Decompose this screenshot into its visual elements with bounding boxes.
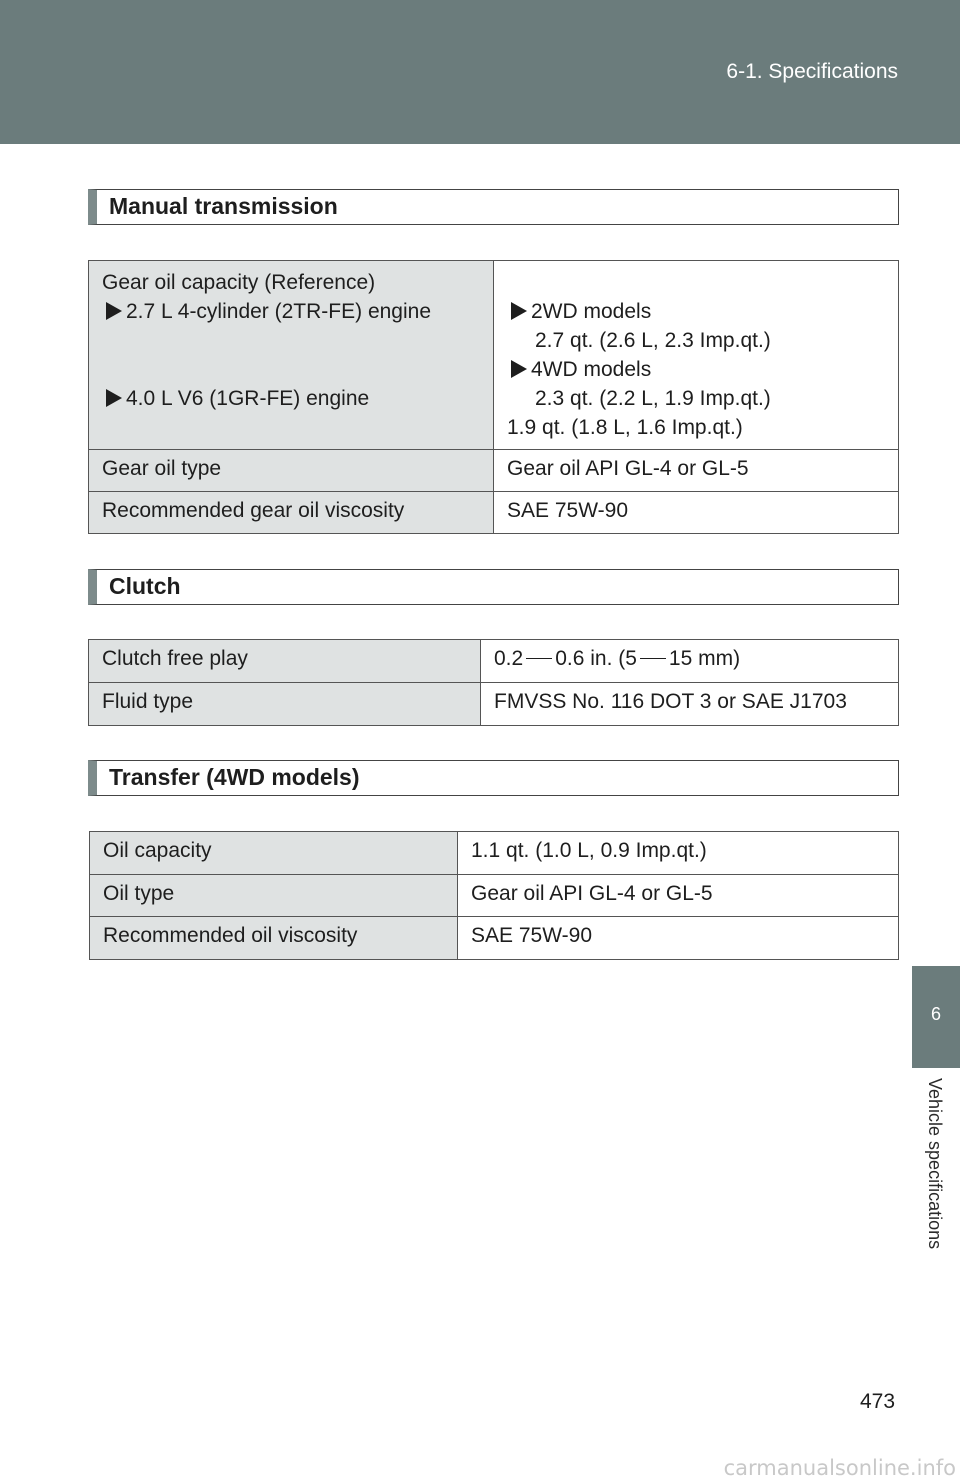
- table-row: [90, 875, 899, 917]
- manual-transmission-heading: [88, 189, 899, 225]
- gear-oil-type-label: Gear oil type: [89, 450, 494, 492]
- gear-oil-viscosity-label: Recommended gear oil viscosity: [89, 492, 494, 534]
- triangle-bullet-icon: [511, 360, 527, 378]
- page-number: 473: [860, 1390, 896, 1413]
- section-title: 6-1. Specifications: [726, 60, 898, 83]
- chapter-label: [912, 1068, 960, 1298]
- table-row: [89, 640, 899, 683]
- chapter-number: 6: [930, 1004, 941, 1024]
- transfer-heading: [88, 760, 899, 796]
- clutch-heading-text: Clutch: [109, 573, 181, 599]
- table-row: [89, 450, 899, 492]
- manual-transmission-table: [88, 260, 899, 534]
- table-row: [89, 683, 899, 726]
- chapter-tab[interactable]: [912, 966, 960, 1068]
- manual-transmission-heading-text: Manual transmission: [109, 193, 338, 219]
- oil-capacity-value: 1.1 qt. (1.0 L, 0.9 Imp.qt.): [458, 832, 899, 875]
- oil-type-value: Gear oil API GL-4 or GL-5: [458, 875, 899, 917]
- oil-capacity-label: Oil capacity: [90, 832, 458, 875]
- oil-viscosity-label: Recommended oil viscosity: [90, 917, 458, 960]
- clutch-free-play-label: Clutch free play: [89, 640, 481, 683]
- fluid-type-label: Fluid type: [89, 683, 481, 726]
- gear-oil-capacity-label: Gear oil capacity (Reference): [102, 271, 376, 294]
- transfer-heading-text: Transfer (4WD models): [109, 764, 360, 790]
- gear-oil-capacity-value-cell: [494, 261, 899, 450]
- clutch-heading: [88, 569, 899, 605]
- gear-oil-type-value: Gear oil API GL-4 or GL-5: [494, 450, 899, 492]
- chapter-label-text: Vehicle specifications: [925, 1078, 945, 1250]
- range-dash: [526, 658, 552, 659]
- engine-2tr-fe: 2.7 L 4-cylinder (2TR-FE) engine: [102, 297, 480, 326]
- gear-oil-viscosity-value: SAE 75W-90: [494, 492, 899, 534]
- value-v6: 1.9 qt. (1.8 L, 1.6 Imp.qt.): [507, 416, 743, 439]
- triangle-bullet-icon: [106, 302, 122, 320]
- header-band: [0, 0, 960, 144]
- triangle-bullet-icon: [511, 302, 527, 320]
- range-dash: [640, 658, 666, 659]
- gear-oil-capacity-label-cell: [89, 261, 494, 450]
- table-row: [90, 917, 899, 960]
- triangle-bullet-icon: [106, 389, 122, 407]
- clutch-free-play-value: 0.2 0.6 in. (5 15 mm): [481, 640, 899, 683]
- model-4wd: 4WD models: [507, 355, 885, 384]
- table-row: [89, 492, 899, 534]
- table-row: [89, 261, 899, 450]
- model-2wd: 2WD models: [507, 297, 885, 326]
- transfer-table: [89, 831, 899, 960]
- watermark: carmanualsonline.info: [723, 1456, 956, 1480]
- fluid-type-value: FMVSS No. 116 DOT 3 or SAE J1703: [481, 683, 899, 726]
- table-row: [90, 832, 899, 875]
- oil-type-label: Oil type: [90, 875, 458, 917]
- value-4wd: 2.3 qt. (2.2 L, 1.9 Imp.qt.): [535, 387, 771, 410]
- oil-viscosity-value: SAE 75W-90: [458, 917, 899, 960]
- engine-1gr-fe: 4.0 L V6 (1GR-FE) engine: [102, 384, 480, 413]
- clutch-table: [88, 639, 899, 726]
- value-2wd: 2.7 qt. (2.6 L, 2.3 Imp.qt.): [535, 329, 771, 352]
